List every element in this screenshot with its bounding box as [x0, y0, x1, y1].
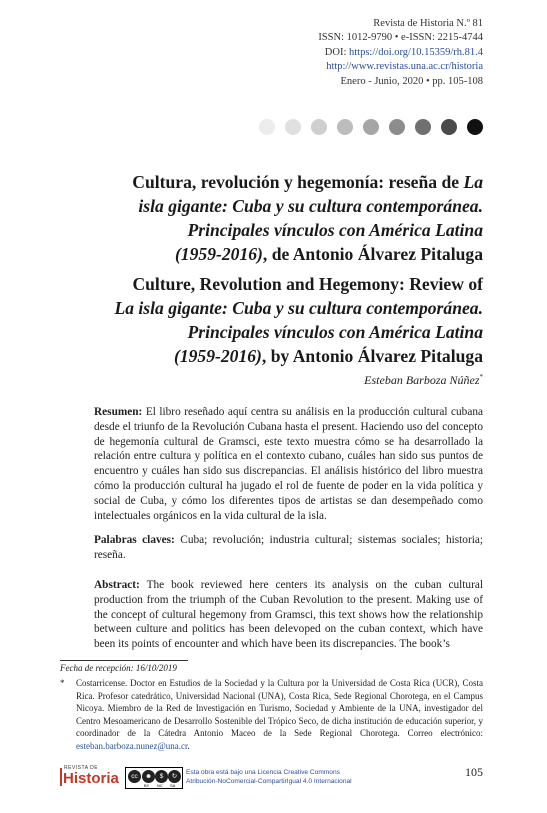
decorative-dot: [363, 119, 379, 135]
journal-doi: DOI: https://doi.org/10.15359/rh.81.4: [324, 46, 483, 58]
decorative-dot: [441, 119, 457, 135]
decorative-dot: [285, 119, 301, 135]
resumen-paragraph: Resumen: El libro reseñado aquí centra su análisis en la producción cultural cubana desde el triunfo de la Revolución Cubana hasta el present. Haciendo uso del concepto de hegemonía cultural de Gramsci, este texto muestra cómo se ha desarrollado la relación entre cultura y política en el contexto cubano, cuáles han sido sus puntos de encuentro y cuáles han sido sus discrepancias. El análisis histórico del libro muestra cómo la producción cultural ha jugado el rol de fuente de poder en la vida política y social de Cuba, y cómo los diferentes tipos de artistas se dan desempeñado como intelectuales orgánicos en la vida cultural de la isla.: [94, 406, 483, 522]
cc-icon: cc: [128, 770, 141, 783]
decorative-dot: [467, 119, 483, 135]
decorative-dot: [311, 119, 327, 135]
keywords-paragraph: Palabras claves: Cuba; revolución; industria cultural; sistemas sociales; historia; reseña.: [94, 534, 483, 561]
author-email-link[interactable]: esteban.barboza.nunez@una.cr: [76, 740, 188, 751]
article-title-english: Culture, Revolution and Hegemony: Review of La isla gigante: Cuba y su cultura contemporánea. Principales vínculos con América Latina (1959-2016), by Antonio Álvarez Pitaluga: [114, 274, 483, 366]
decorative-dot: [389, 119, 405, 135]
journal-issn: ISSN: 1012-9790 • e-ISSN: 2215-4744: [318, 32, 483, 44]
decorative-dot: [259, 119, 275, 135]
nc-icon: $: [155, 770, 168, 783]
decorative-dot: [415, 119, 431, 135]
footnote-divider: [60, 660, 188, 661]
author-footnote-mark: *: [479, 373, 483, 381]
page-number: 105: [465, 765, 483, 779]
by-icon: ☻: [142, 770, 155, 783]
doi-link[interactable]: https://doi.org/10.15359/rh.81.4: [349, 46, 483, 58]
journal-header: [318, 17, 483, 89]
decorative-dot-row: [259, 119, 483, 135]
journal-issue: Enero - Junio, 2020 • pp. 105-108: [340, 75, 483, 87]
by-label: BY: [144, 783, 150, 788]
abstract-paragraph: Abstract: The book reviewed here centers its analysis on the cuban cultural production from the triumph of the Cuban Revolution to the present. Making use of the concept of cultural hegemony from Gramsci, this text shows how the relationship between culture and politics has been delevoped on the cuban context, which have been its points of encounter and which have been its discrepancies. The book’s: [94, 579, 483, 651]
creative-commons-badge[interactable]: [125, 767, 183, 789]
journal-name: Revista de Historia N.º 81: [373, 18, 483, 29]
journal-logo: REVISTA DE Historia: [60, 765, 118, 787]
footnote-mark: *: [60, 678, 65, 688]
author-footnote: * Costarricense. Doctor en Estudios de la Sociedad y la Cultura por la Universidad de Costa Rica (UCR), Costa Rica. Profesor catedrático, Universidad Nacional (UNA), Costa Rica, Sede Regional Chorotega, en el Campus Nicoya. Miembro de la Red de Investigación en Turismo, Sociedad y Ambiente de la UNA, investigador del Centro Mesoamericano de Desarrollo Sostenible del Trópico Seco, de dicha institución de educación superior, y coordinador de la Cátedra Antonio Maceo de la Sede Regional Chorotega. Correo electrónico: esteban.barboza.nunez@una.cr.: [60, 678, 483, 751]
sa-label: SA: [170, 783, 176, 788]
author-name: Esteban Barboza Núñez*: [364, 373, 483, 387]
journal-url-link[interactable]: http://www.revistas.una.ac.cr/historia: [326, 61, 483, 73]
sa-icon: ↻: [168, 770, 181, 783]
decorative-dot: [337, 119, 353, 135]
nc-label: NC: [157, 783, 163, 788]
article-title-spanish: Cultura, revolución y hegemonía: reseña de La isla gigante: Cuba y su cultura contemporánea. Principales vínculos con América Latina (1959-2016), de Antonio Álvarez Pitaluga: [132, 172, 483, 264]
reception-date: Fecha de recepción: 16/10/2019: [60, 663, 177, 673]
license-text[interactable]: Esta obra está bajo una Licencia Creative Commons Atribución-NoComercial-CompartirIgual 4.0 Internacional: [186, 769, 352, 785]
